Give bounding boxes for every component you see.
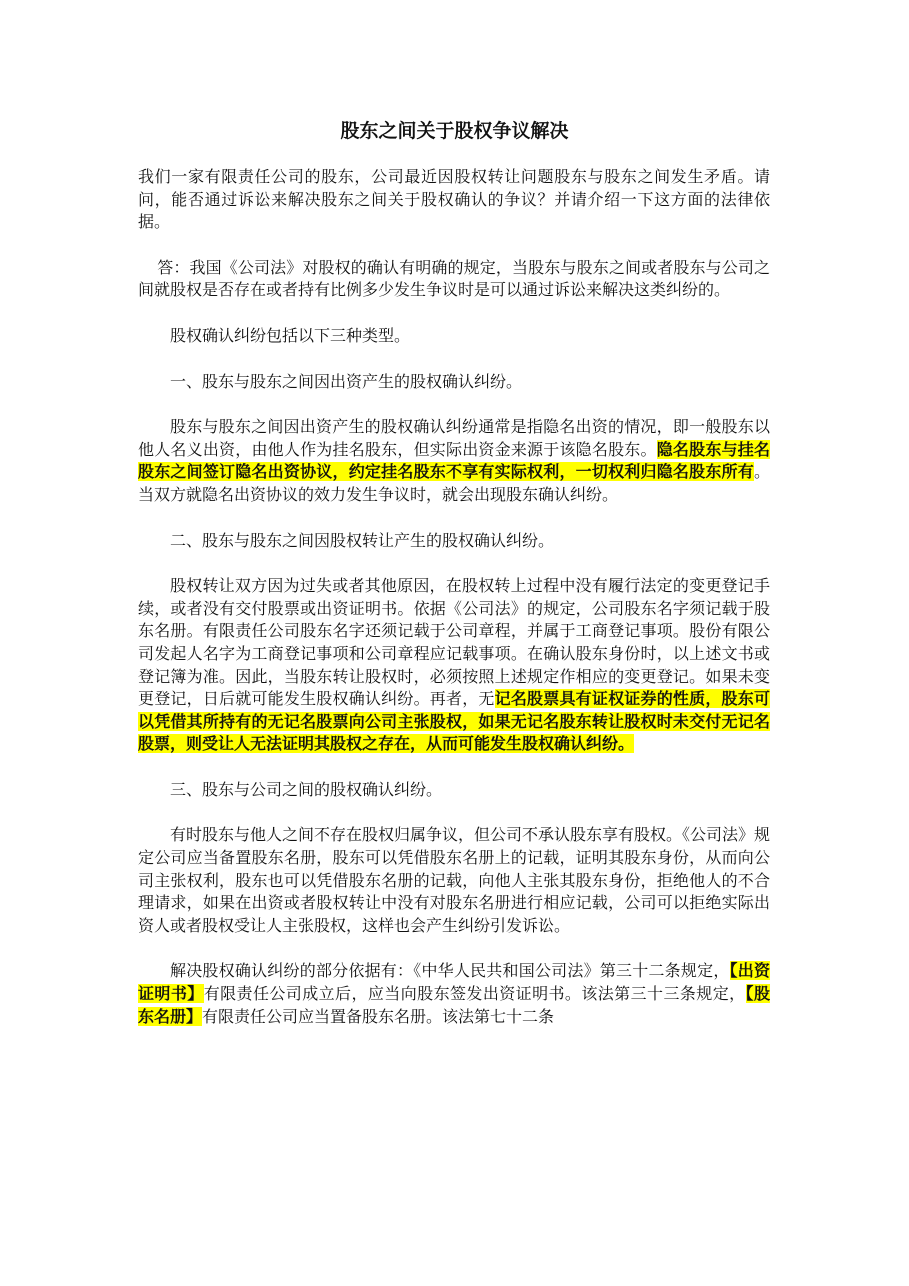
basis-bracket-register: 【股东名册】	[138, 984, 770, 1026]
basis-bracket-certificate: 【出资证明书】	[138, 961, 770, 1004]
document-body	[138, 166, 770, 1051]
section2-heading: 二、股东与股东之间因股权转让产生的股权确认纠纷。	[170, 530, 555, 550]
basis-text-c: 有限责任公司应当置备股东名册。该法第七十二条	[202, 1006, 555, 1026]
section1-paragraph	[138, 416, 770, 506]
section2-paragraph	[138, 575, 770, 756]
section1-heading: 一、股东与股东之间因出资产生的股权确认纠纷。	[170, 371, 523, 391]
basis-text-a: 解决股权确认纠纷的部分依据有：《中华人民共和国公司法》第三十二条规定，	[170, 961, 730, 981]
section3-paragraph: 有时股东与他人之间不存在股权归属争议，但公司不承认股东享有股权。《公司法》规定公司应当备置股东名册，股东可以凭借股东名册上的记载，证明其股东身份，从而向公司主张权利，股东也可以凭借股东名册的记载，向他人主张其股东身份，拒绝他人的不合理请求，如果在出资或者股权转让中没有对股东名册进行相应记载，公司可以拒绝实际出资人或者股权受让人主张股权，这样也会产生纠纷引发诉讼。	[138, 825, 771, 935]
question-paragraph: 我们一家有限责任公司的股东，公司最近因股权转让问题股东与股东之间发生矛盾。请问，能否通过诉讼来解决股东之间关于股权确认的争议？并请介绍一下这方面的法律依据。	[138, 167, 770, 232]
basis-paragraph	[138, 960, 770, 1028]
section1-text-b: 。当双方就隐名出资协议的效力发生争议时，就会出现股东确认纠纷。	[138, 462, 770, 504]
section2-text-a: 股权转让双方因为过失或者其他原因，在股权转上过程中没有履行法定的变更登记手续，或者没有交付股票或出资证明书。依据《公司法》的规定，公司股东名字须记载于股东名册。有限责任公司股东名字还须记载于公司章程，并属于工商登记事项。股份有限公司发起人名字为工商登记事项和公司章程应记载事项。在确认股东身份时，以上述文书或登记簿为准。因此，当股东转让股权时，必须按照上述规定作相应的变更登记。如果未变更登记，日后就可能发生股权确认纠纷。再者，无	[138, 576, 770, 709]
section2-highlight: 记名股票具有证权证券的性质，股东可以凭借其所持有的无记名股票向公司主张股权，如果无记名股东转让股权时未交付无记名股票，则受让人无法证明其股权之存在，从而可能发生股权确认纠纷。	[138, 689, 770, 754]
intro-paragraph: 股权确认纠纷包括以下三种类型。	[170, 325, 411, 345]
answer-paragraph: 答：我国《公司法》对股权的确认有明确的规定，当股东与股东之间或者股东与公司之间就股权是否存在或者持有比例多少发生争议时是可以通过诉讼来解决这类纠纷的。	[138, 257, 770, 300]
basis-text-b: 有限责任公司成立后，应当向股东签发出资证明书。该法第三十三条规定，	[203, 984, 746, 1004]
document-title: 股东之间关于股权争议解决	[340, 120, 569, 142]
section1-text-a: 股东与股东之间因出资产生的股权确认纠纷通常是指隐名出资的情况，即一般股东以他人名义出资，由他人作为挂名股东，但实际出资金来源于该隐名股东。	[138, 417, 770, 459]
section1-highlight: 隐名股东与挂名股东之间签订隐名出资协议，约定挂名股东不享有实际权利，一切权利归隐名股东所有	[138, 439, 770, 482]
section3-heading: 三、股东与公司之间的股权确认纠纷。	[170, 779, 443, 799]
